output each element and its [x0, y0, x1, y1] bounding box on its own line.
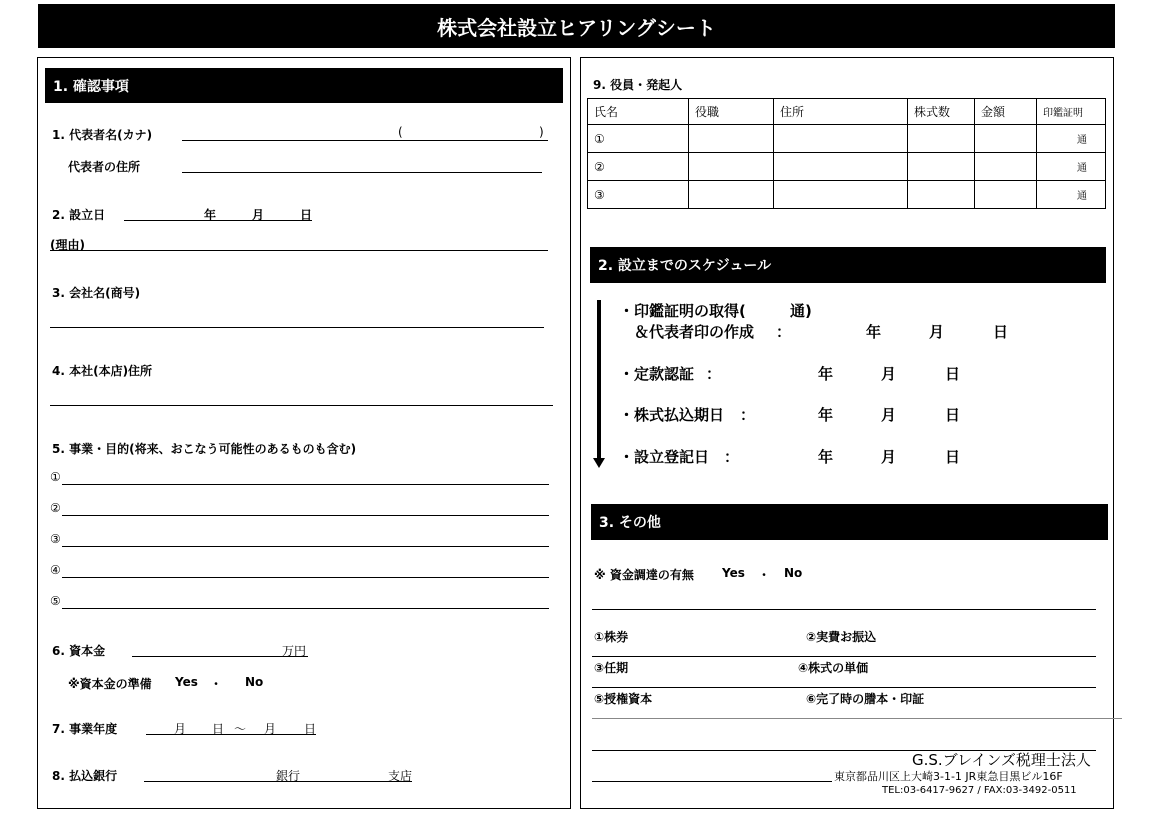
purpose-4-marker: ④ — [50, 563, 61, 577]
other-row-2-line — [592, 687, 1096, 688]
payment-day: 日 — [945, 406, 961, 424]
row-number: ③ — [588, 181, 689, 209]
purpose-3-field[interactable] — [62, 546, 549, 547]
col-seal-cert: 印鑑証明 — [1037, 99, 1106, 125]
shares-cell[interactable] — [908, 153, 975, 181]
capital-prep-label: ※資本金の準備 — [68, 677, 152, 691]
amount-cell[interactable] — [975, 125, 1037, 153]
other-item-authorized-capital: ⑤授権資本 — [594, 692, 653, 706]
funding-no[interactable]: No — [784, 566, 803, 580]
table-row — [588, 125, 1106, 153]
section-other-header: 3. その他 — [591, 504, 1108, 540]
purpose-5-field[interactable] — [62, 608, 549, 609]
purpose-5-marker: ⑤ — [50, 594, 61, 608]
page-title: 株式会社設立ヒアリングシート — [38, 4, 1115, 48]
rep-seal-colon: ： — [776, 323, 792, 341]
payment-month: 月 — [881, 406, 897, 424]
business-purpose-label: 5. 事業・目的(将来、おこなう可能性のあるものも含む) — [52, 442, 357, 456]
articles-item: ・定款認証 — [619, 365, 695, 383]
row-number: ② — [588, 153, 689, 181]
rep-seal-item: ＆代表者印の作成 — [634, 323, 755, 341]
other-row-1-line — [592, 656, 1096, 657]
section-confirmation-header: 1. 確認事項 — [45, 68, 563, 103]
amount-cell[interactable] — [975, 153, 1037, 181]
fiscal-year-field[interactable] — [146, 734, 316, 735]
capital-unit: 万円 — [282, 644, 307, 658]
articles-day: 日 — [945, 365, 961, 383]
purpose-2-marker: ② — [50, 501, 61, 515]
rep-name-field[interactable] — [182, 140, 548, 141]
hq-address-label: 4. 本社(本店)住所 — [52, 364, 153, 378]
other-row-3-line — [592, 718, 1122, 719]
purpose-4-field[interactable] — [62, 577, 549, 578]
col-amount: 金額 — [975, 99, 1037, 125]
footer-line-2 — [592, 781, 832, 782]
funding-separator: ・ — [758, 568, 771, 582]
funding-field[interactable] — [592, 609, 1096, 610]
officers-header-row — [588, 99, 1106, 125]
other-item-term: ③任期 — [594, 661, 629, 675]
seal-cert-count: 通) — [790, 302, 812, 320]
payment-year: 年 — [818, 406, 834, 424]
company-name-label: 3. 会社名(商号) — [52, 286, 141, 300]
est-date-day: 日 — [300, 208, 313, 222]
other-item-share-price: ④株式の単価 — [798, 661, 869, 675]
capital-prep-no[interactable]: No — [245, 675, 264, 689]
fiscal-end-month: 月 — [264, 722, 277, 736]
purpose-1-field[interactable] — [62, 484, 549, 485]
other-item-share-certificate: ①株券 — [594, 630, 629, 644]
purpose-3-marker: ③ — [50, 532, 61, 546]
rep-name-label: 1. 代表者名(カナ) — [52, 128, 153, 142]
col-position: 役職 — [689, 99, 774, 125]
registration-item: ・設立登記日 — [619, 448, 710, 466]
funding-label: ※ 資金調達の有無 — [594, 568, 694, 582]
seal-count-cell[interactable]: 通 — [1037, 181, 1106, 209]
rep-seal-day: 日 — [993, 323, 1009, 341]
position-cell[interactable] — [689, 153, 774, 181]
fiscal-year-label: 7. 事業年度 — [52, 722, 118, 736]
registration-year: 年 — [818, 448, 834, 466]
row-number: ① — [588, 125, 689, 153]
shares-cell[interactable] — [908, 181, 975, 209]
rep-address-label: 代表者の住所 — [68, 160, 141, 174]
capital-prep-separator: ・ — [210, 677, 223, 691]
est-date-field[interactable] — [124, 220, 312, 221]
col-name: 氏名 — [588, 99, 689, 125]
registration-colon: ： — [724, 448, 740, 466]
shares-cell[interactable] — [908, 125, 975, 153]
address-cell[interactable] — [774, 125, 908, 153]
officers-table — [587, 98, 1106, 209]
reason-field[interactable] — [50, 250, 548, 251]
registration-month: 月 — [881, 448, 897, 466]
table-row — [588, 181, 1106, 209]
rep-name-paren-close: ) — [539, 125, 544, 139]
reason-label: (理由) — [50, 238, 85, 252]
payment-item: ・株式払込期日 — [619, 406, 725, 424]
fiscal-start-day: 日 — [212, 722, 225, 736]
capital-prep-yes[interactable]: Yes — [175, 675, 198, 689]
seal-count-cell[interactable]: 通 — [1037, 153, 1106, 181]
col-address: 住所 — [774, 99, 908, 125]
hq-address-field[interactable] — [50, 405, 553, 406]
registration-day: 日 — [945, 448, 961, 466]
fiscal-start-month: 月 — [174, 722, 187, 736]
company-name-field[interactable] — [50, 327, 544, 328]
est-date-label: 2. 設立日 — [52, 208, 106, 222]
seal-count-cell[interactable]: 通 — [1037, 125, 1106, 153]
payment-colon: ： — [740, 406, 756, 424]
timeline-arrowhead-icon — [593, 458, 605, 468]
position-cell[interactable] — [689, 181, 774, 209]
est-date-year: 年 — [204, 208, 217, 222]
bank-label: 8. 払込銀行 — [52, 769, 118, 783]
company-address: 東京都品川区上大崎3-1-1 JR東急目黒ビル16F — [834, 770, 1063, 783]
rep-seal-year: 年 — [866, 323, 882, 341]
seal-cert-item: ・印鑑証明の取得( — [619, 302, 746, 320]
articles-year: 年 — [818, 365, 834, 383]
purpose-2-field[interactable] — [62, 515, 549, 516]
table-row — [588, 153, 1106, 181]
other-item-expense-transfer: ②実費お振込 — [806, 630, 877, 644]
est-date-month: 月 — [252, 208, 265, 222]
position-cell[interactable] — [689, 125, 774, 153]
section-schedule-header: 2. 設立までのスケジュール — [590, 247, 1106, 283]
company-tel-fax: TEL:03-6417-9627 / FAX:03-3492-0511 — [882, 785, 1077, 796]
rep-address-field[interactable] — [182, 172, 542, 173]
funding-yes[interactable]: Yes — [722, 566, 745, 580]
company-name: G.S.ブレインズ税理士法人 — [912, 751, 1091, 769]
amount-cell[interactable] — [975, 181, 1037, 209]
col-shares: 株式数 — [908, 99, 975, 125]
bank-suffix: 銀行 — [276, 769, 301, 783]
branch-suffix: 支店 — [388, 769, 413, 783]
address-cell[interactable] — [774, 153, 908, 181]
officers-title: 9. 役員・発起人 — [593, 78, 683, 92]
fiscal-end-day: 日 — [304, 722, 317, 736]
other-item-completion-docs: ⑥完了時の謄本・印証 — [806, 692, 925, 706]
timeline-arrow-icon — [597, 300, 601, 460]
address-cell[interactable] — [774, 181, 908, 209]
rep-name-paren-open: ( — [398, 125, 403, 139]
fiscal-range-tilde: ～ — [234, 722, 247, 736]
capital-label: 6. 資本金 — [52, 644, 106, 658]
articles-colon: ： — [706, 365, 722, 383]
purpose-1-marker: ① — [50, 470, 61, 484]
articles-month: 月 — [881, 365, 897, 383]
rep-seal-month: 月 — [929, 323, 945, 341]
